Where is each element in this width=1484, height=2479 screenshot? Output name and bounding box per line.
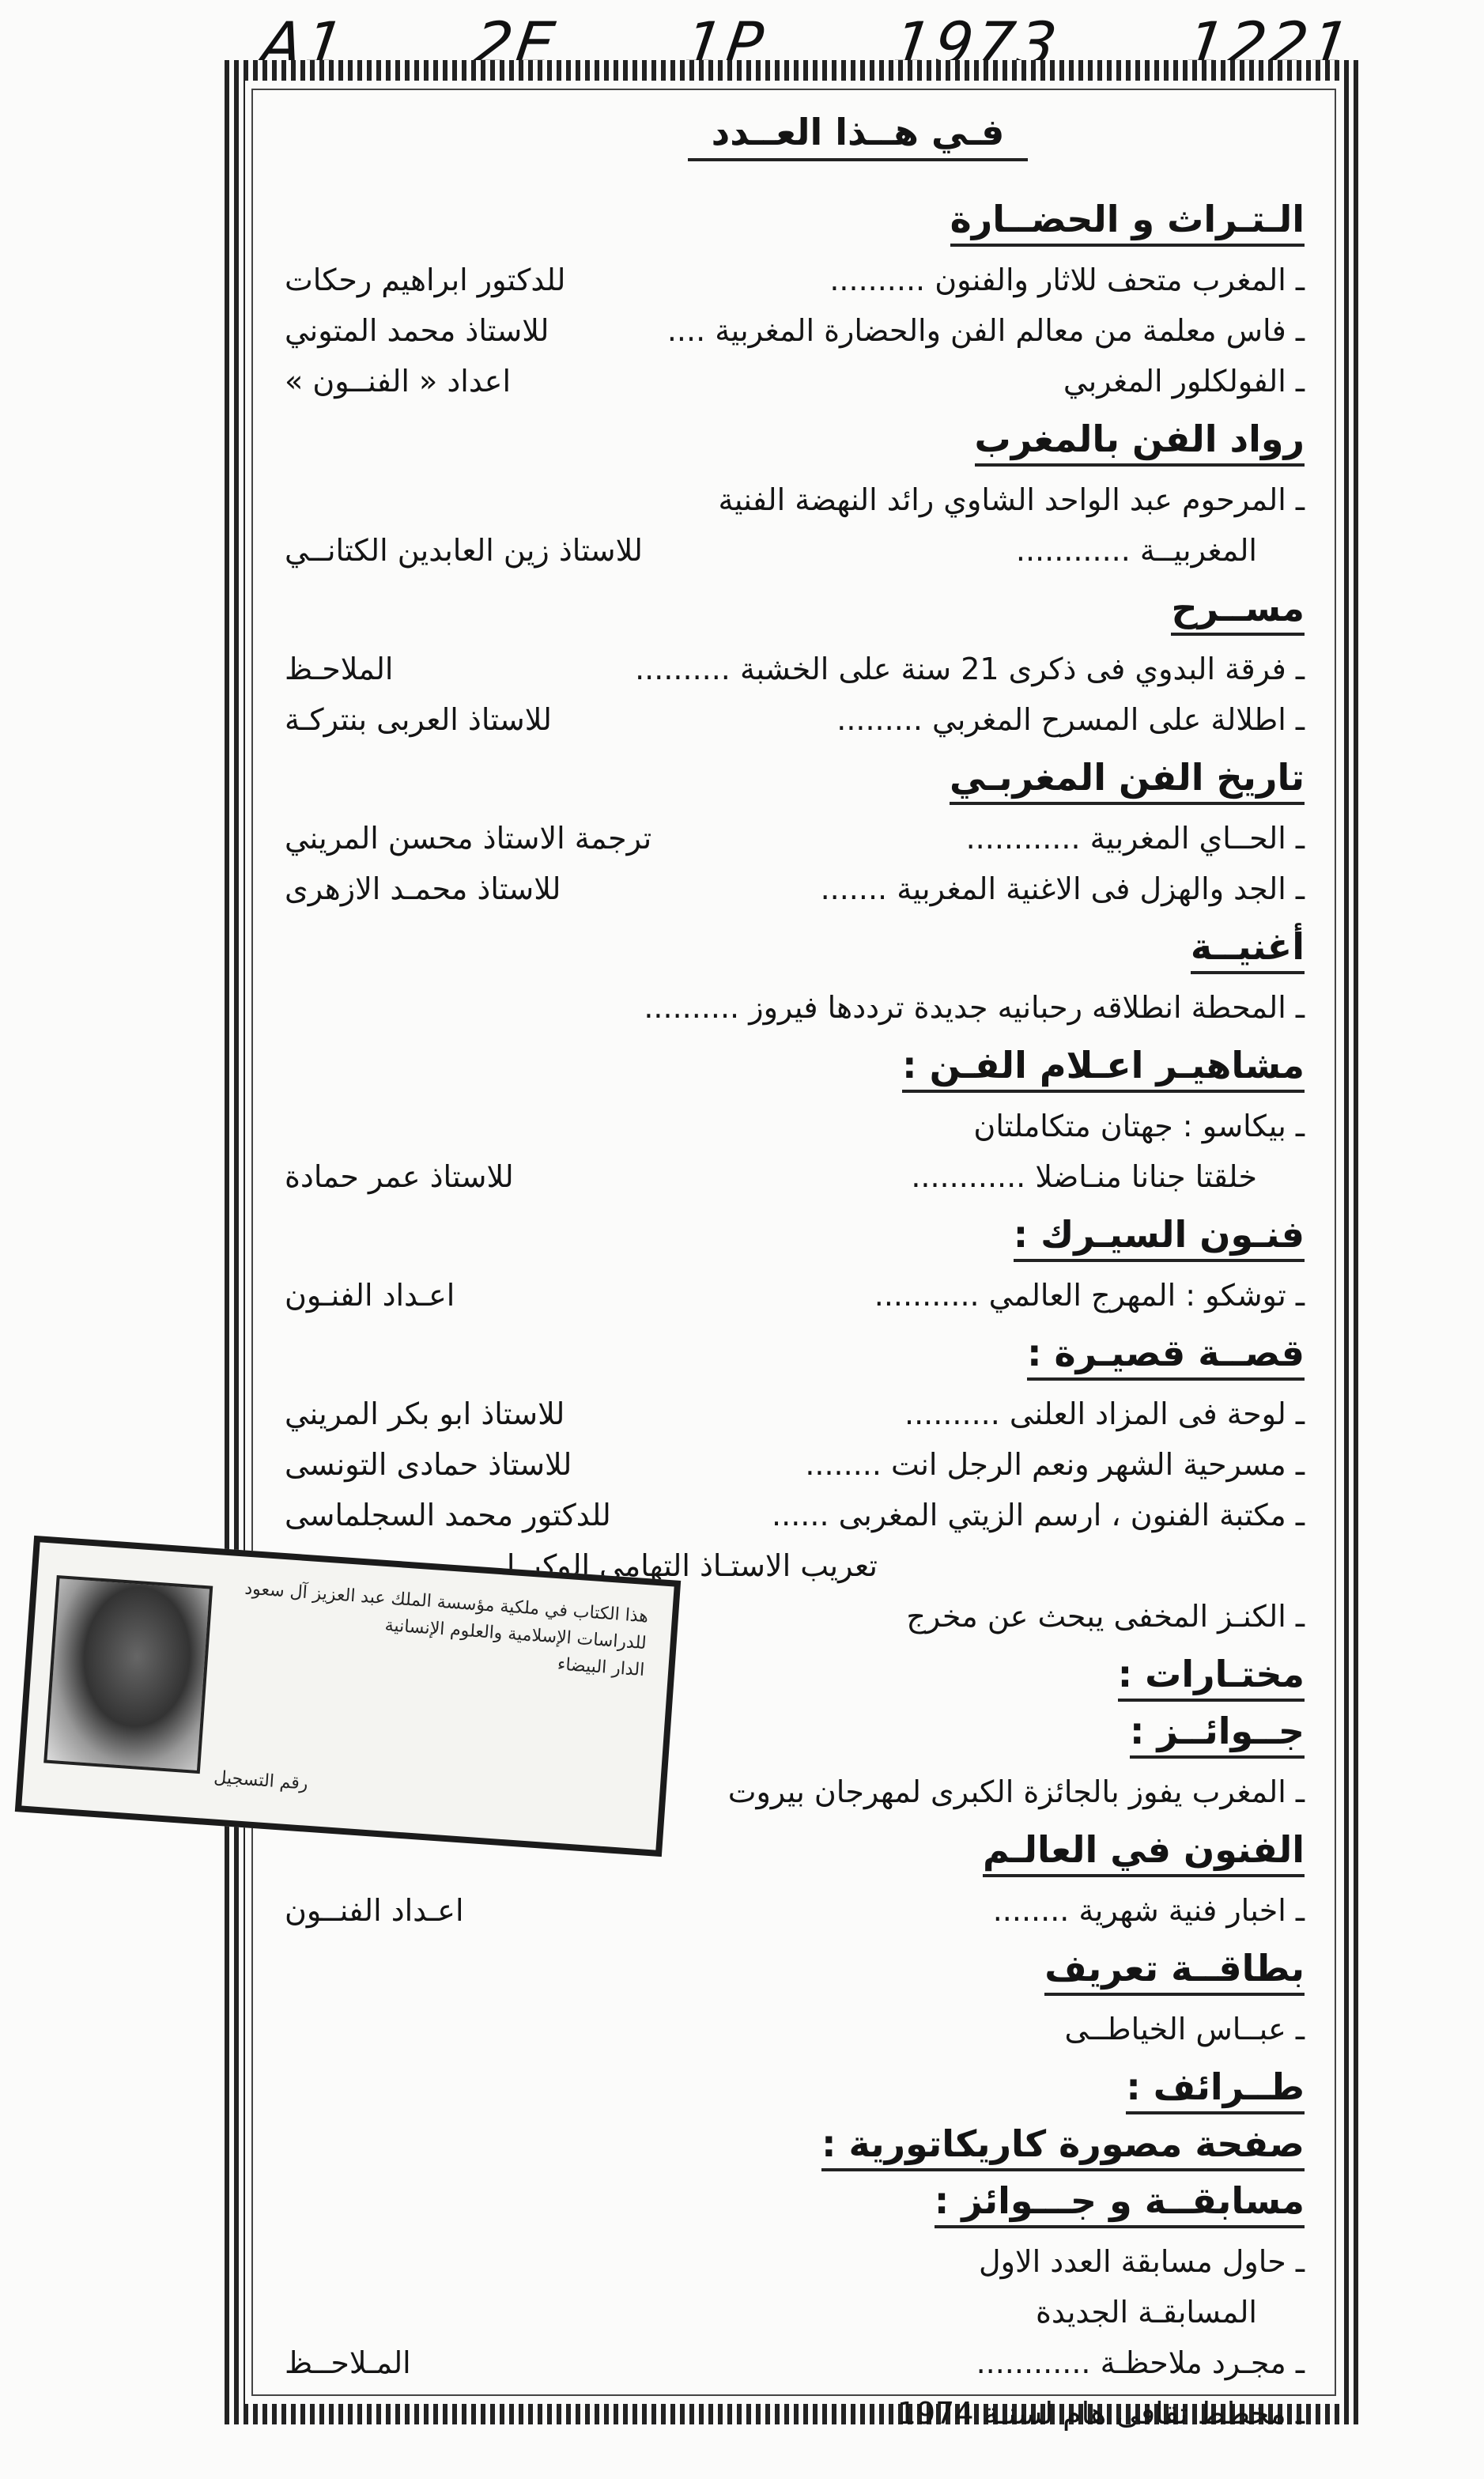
section-heading-text: مشاهيـر اعـلام الفـن :	[902, 1044, 1305, 1093]
toc-item-continuation-text: المغربيــة ............	[1015, 533, 1257, 568]
toc-item-title: ـ حاول مسابقة العدد الاول	[979, 2236, 1305, 2287]
toc-item-title: ـ الفولكلور المغربي	[1063, 356, 1305, 406]
toc-item-author: للاستاذ العربى بنتركـة	[285, 702, 552, 737]
toc-item-author: ترجمة الاستاذ محسن المريني	[285, 821, 652, 856]
toc-item-title: ـ الجد والهزل فى الاغنية المغربية .......	[821, 863, 1305, 914]
section-heading-text: رواد الفن بالمغرب	[975, 418, 1305, 467]
toc-item-title: ـ فاس معلمة من معالم الفن والحضارة المغربية ....	[667, 305, 1305, 356]
toc-item-author: اعداد « الفنــون »	[285, 364, 512, 399]
toc-item	[285, 982, 1305, 1033]
hand-code-1: A1	[255, 8, 352, 79]
toc-item	[285, 863, 1305, 914]
toc-item	[285, 356, 1305, 406]
toc-item-author: اعـداد الفنــون	[285, 1893, 464, 1928]
toc-item-title: ـ المحطة انطلاقه رحبانيه جديدة ترددها فيروز ..........	[644, 982, 1305, 1033]
table-of-contents	[285, 111, 1305, 2439]
toc-item	[285, 255, 1305, 305]
section-heading-text: فنـون السيـرك :	[1014, 1213, 1305, 1262]
toc-item	[285, 1885, 1305, 1936]
toc-item	[285, 2236, 1305, 2287]
toc-item-author: للدكتور محمد السجلماسى	[285, 1498, 611, 1532]
toc-item	[285, 1101, 1305, 1151]
toc-item-author: الملاحـظ	[285, 652, 394, 686]
toc-item-author: للاستاذ ابو بكر المريني	[285, 1396, 565, 1431]
toc-item-author: للاستاذ محمـد الازهرى	[285, 871, 561, 906]
toc-item-title: ـ المغرب متحف للاثار والفنون ..........	[829, 255, 1305, 305]
toc-item-title: ـ مكتبة الفنون ، ارسم الزيتي المغربى ......	[772, 1490, 1305, 1540]
toc-item	[285, 1389, 1305, 1439]
toc-item-author: للدكتور ابراهيم رحكات	[285, 263, 566, 297]
toc-item-title: ـ المرحوم عبد الواحد الشاوي رائد النهضة الفنية	[718, 474, 1305, 525]
toc-item	[285, 474, 1305, 525]
section-heading-text: الـتـراث و الحضــارة	[950, 198, 1305, 247]
toc-item-author: المـلاحــظ	[285, 2345, 411, 2380]
section-heading-text: الفنون في العالـم	[983, 1828, 1305, 1877]
toc-item	[285, 694, 1305, 745]
toc-item-title: ـ لوحة فى المزاد العلنى ..........	[904, 1389, 1305, 1439]
stamp-line-3: الدار البيضاء	[557, 1654, 646, 1681]
hand-number: 1221	[1181, 8, 1358, 79]
toc-item-title: ـ الحــاي المغربية ............	[966, 813, 1305, 863]
hand-code-2: 2E	[469, 8, 562, 79]
library-stamp	[15, 1536, 681, 1857]
section-heading-text: مختـارات :	[1118, 1653, 1305, 1702]
toc-item-continuation	[285, 525, 1305, 576]
section-heading	[285, 925, 1305, 968]
section-heading-text: مسابقــة و جـــوائز :	[935, 2179, 1305, 2228]
toc-item-continuation	[285, 2287, 1305, 2337]
toc-item	[285, 2004, 1305, 2054]
section-heading	[285, 418, 1305, 460]
section-heading	[285, 2179, 1305, 2222]
stamp-registration-label: رقم التسجيل	[213, 1767, 309, 1794]
section-heading-text: مســرح	[1171, 587, 1305, 636]
toc-item-continuation	[285, 1151, 1305, 1202]
toc-item-title: ـ المغرب يفوز بالجائزة الكبرى لمهرجان بيروت	[728, 1767, 1305, 1817]
section-heading-text: بطاقــة تعريف	[1044, 1947, 1305, 1996]
toc-item	[285, 813, 1305, 863]
toc-item-title: ـ اخبار فنية شهرية ........	[993, 1885, 1305, 1936]
page-title: فـي هــذا العــدد	[285, 111, 1305, 153]
section-heading-text: جــوائــز :	[1130, 1710, 1305, 1759]
section-heading-text: صفحة مصورة كاريكاتورية :	[821, 2122, 1305, 2171]
toc-item-title: ـ مسرحية الشهر ونعم الرجل انت ........	[805, 1439, 1305, 1490]
hand-year: 1973	[888, 8, 1064, 79]
stamp-photo	[43, 1575, 213, 1774]
section-heading-text: تاريخ الفن المغربـي	[950, 756, 1305, 805]
toc-item-continuation-text: المسابقـة الجديدة	[1035, 2295, 1257, 2330]
section-heading	[285, 587, 1305, 629]
toc-item-translator: تعريب الاستـاذ التهامى الوكيــلى	[481, 1548, 878, 1583]
stamp-line-1: هذا الكتاب في ملكية مؤسسة الملك عبد العزيز آل سعود	[244, 1578, 649, 1627]
toc-item-author: اعـداد الفنـون	[285, 1278, 455, 1313]
toc-item-continuation-text: خلقتا جنانا منـاضلا ............	[911, 1159, 1257, 1194]
section-heading	[285, 1332, 1305, 1374]
section-heading	[285, 198, 1305, 240]
section-heading-text: قصــة قصيـرة :	[1027, 1332, 1305, 1381]
section-heading	[285, 2065, 1305, 2108]
toc-item-title: ـ مخطط ثقافى هام لسنـة 1974	[897, 2388, 1305, 2439]
toc-item	[285, 2337, 1305, 2388]
toc-item	[285, 1439, 1305, 1490]
section-heading	[285, 1213, 1305, 1256]
stamp-line-2: للدراسات الإسلامية والعلوم الإنسانية	[383, 1616, 648, 1654]
section-heading	[285, 1044, 1305, 1086]
toc-item-author: للاستاذ حمادى التونسى	[285, 1447, 572, 1482]
toc-item	[285, 1490, 1305, 1540]
toc-item-title: ـ الكنـز المخفى يبحث عن مخرج	[906, 1591, 1305, 1642]
toc-item-title: ـ فرقة البدوي فى ذكرى 21 سنة على الخشبة ..........	[635, 644, 1305, 694]
section-heading	[285, 2122, 1305, 2165]
section-heading-text: أغنيــة	[1191, 925, 1305, 974]
toc-item-title: ـ عبــاس الخياطــى	[1064, 2004, 1305, 2054]
toc-item-title: ـ اطلالة على المسرح المغربي .........	[836, 694, 1305, 745]
toc-item	[285, 644, 1305, 694]
toc-item-continuation-author: للاستاذ عمر حمادة	[285, 1159, 514, 1194]
toc-sections	[285, 198, 1305, 2439]
toc-item	[285, 305, 1305, 356]
toc-item-title: ـ بيكاسو : جهتان متكاملتان	[973, 1101, 1305, 1151]
section-heading	[285, 1947, 1305, 1990]
hand-code-3: 1P	[679, 8, 771, 79]
toc-item	[285, 2388, 1305, 2439]
toc-item-title: ـ مجـرد ملاحظـة ............	[976, 2337, 1305, 2388]
toc-item-author: للاستاذ محمد المتوني	[285, 313, 549, 348]
toc-item-continuation-author: للاستاذ زين العابدين الكتانــي	[285, 533, 643, 568]
toc-item-title: ـ توشكو : المهرج العالمي ...........	[874, 1270, 1305, 1321]
toc-item	[285, 1270, 1305, 1321]
section-heading	[285, 756, 1305, 799]
section-heading-text: طــرائف :	[1126, 2065, 1305, 2114]
